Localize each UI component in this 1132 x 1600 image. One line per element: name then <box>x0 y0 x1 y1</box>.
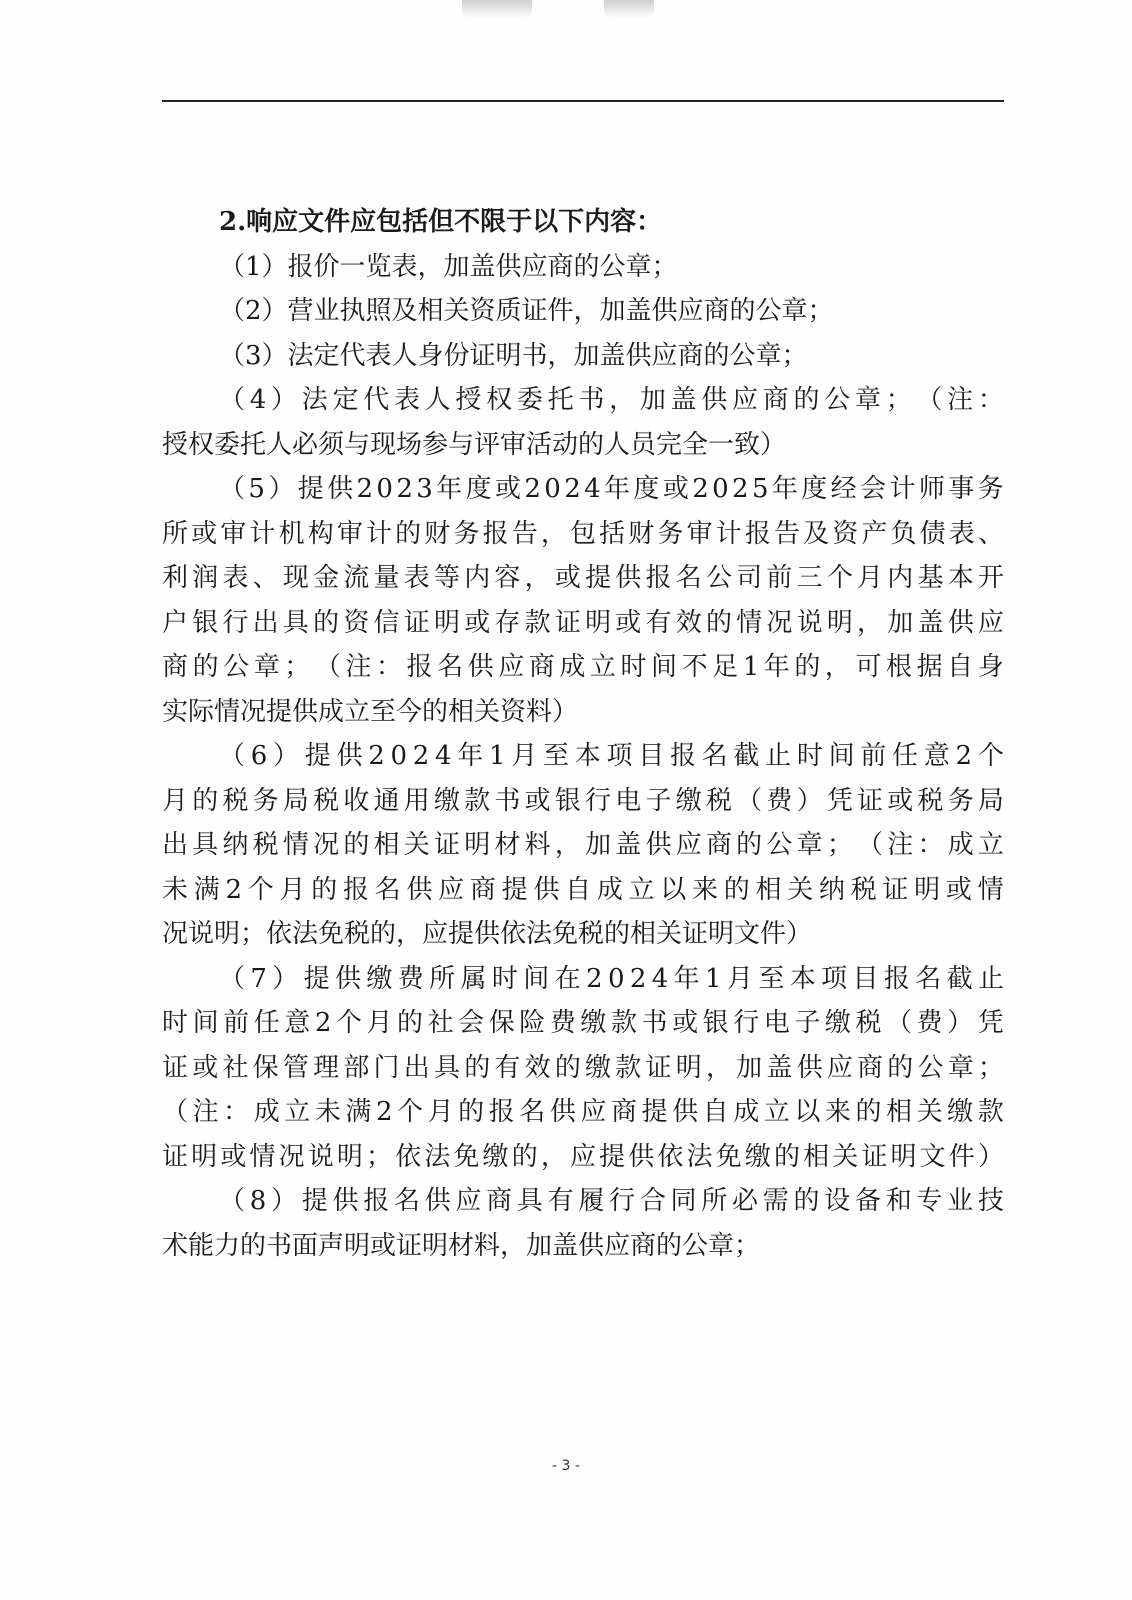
text-line: 2.响应文件应包括但不限于以下内容： <box>219 207 663 237</box>
text-line: 月 的 税 务 局 税 收 通 用 缴 款 书 或 银 行 电 子 缴 税 （ 费 ） 凭 证 或 税 务 局 <box>162 785 1004 816</box>
text-line: 利 润 表 、 现 金 流 量 表 等 内 容 ， 或 提 供 报 名 公 司 前 三 个 月 内 基 本 开 <box>162 563 1004 593</box>
text-line: 况说明；依法免税的，应提供依法免税的相关证明文件） <box>162 919 813 949</box>
text-line: （1）报价一览表，加盖供应商的公章； <box>219 251 678 282</box>
body-text <box>162 200 1004 1268</box>
text-line: （ 注 ： 成 立 未 满 2 个 月 的 报 名 供 应 商 提 供 自 成 立 以 来 的 相 关 缴 款 <box>162 1097 1004 1127</box>
text-line: 商 的 公 章 ； （ 注 ： 报 名 供 应 商 成 立 时 间 不 足 1 年 的 ， 可 根 据 自 身 <box>162 652 1004 682</box>
text-line: （ 6 ） 提 供 2 0 2 4 年 1 月 至 本 项 目 报 名 截 止 时 间 前 任 意 2 个 <box>219 741 1004 771</box>
text-line: （3）法定代表人身份证明书，加盖供应商的公章； <box>219 340 808 371</box>
text-line: 所 或 审 计 机 构 审 计 的 财 务 报 告 ， 包 括 财 务 审 计 报 告 及 资 产 负 债 表 、 <box>162 518 1004 549</box>
header-rule <box>162 100 1004 102</box>
text-line: 术能力的书面声明或证明材料，加盖供应商的公章； <box>162 1230 761 1261</box>
text-line: 实际情况提供成立至今的相关资料） <box>162 696 579 727</box>
scan-mark <box>604 0 654 18</box>
text-line: 证 明 或 情 况 说 明 ； 依 法 免 缴 的 ， 应 提 供 依 法 免 缴 的 相 关 证 明 文 件 ） <box>162 1141 1004 1172</box>
scan-mark <box>462 0 532 18</box>
text-line: 户 银 行 出 具 的 资 信 证 明 或 存 款 证 明 或 有 效 的 情 况 说 明 ， 加 盖 供 应 <box>162 607 1004 638</box>
page-number: - 3 - <box>552 1458 580 1474</box>
text-line: （2）营业执照及相关资质证件，加盖供应商的公章； <box>219 296 834 326</box>
text-line: 未 满 2 个 月 的 报 名 供 应 商 提 供 自 成 立 以 来 的 相 关 纳 税 证 明 或 情 <box>162 874 1004 905</box>
text-line: （ 7 ） 提 供 缴 费 所 属 时 间 在 2 0 2 4 年 1 月 至 本 项 目 报 名 截 止 <box>219 963 1004 994</box>
text-line: （ 8 ） 提 供 报 名 供 应 商 具 有 履 行 合 同 所 必 需 的 设 备 和 专 业 技 <box>219 1186 1004 1216</box>
text-line: 出 具 纳 税 情 况 的 相 关 证 明 材 料 ， 加 盖 供 应 商 的 公 章 ； （ 注 ： 成 立 <box>162 830 1004 860</box>
text-line: 时 间 前 任 意 2 个 月 的 社 会 保 险 费 缴 款 书 或 银 行 电 子 缴 税 （ 费 ） 凭 <box>162 1008 1004 1038</box>
text-line: 授权委托人必须与现场参与评审活动的人员完全一致） <box>162 429 787 460</box>
text-line: 证 或 社 保 管 理 部 门 出 具 的 有 效 的 缴 款 证 明 ， 加 盖 供 应 商 的 公 章 ； <box>162 1052 1004 1083</box>
text-line: （ 4 ） 法 定 代 表 人 授 权 委 托 书 ， 加 盖 供 应 商 的 公 章 ； （ 注 ： <box>219 385 1004 415</box>
text-line: （ 5 ） 提 供 2 0 2 3 年 度 或 2 0 2 4 年 度 或 2 0 2 5 年 度 经 会 计 师 事 务 <box>219 474 1004 504</box>
